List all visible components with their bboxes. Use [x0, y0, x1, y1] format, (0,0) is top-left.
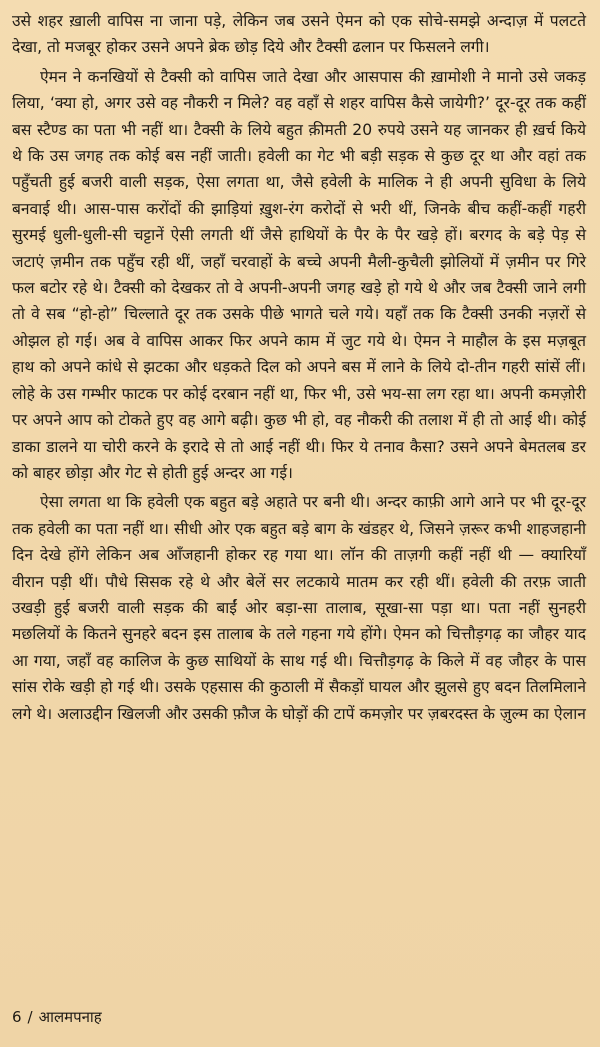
page-footer: [12, 1007, 102, 1027]
book-title: आलमपनाह: [38, 1008, 102, 1026]
paragraph-2: ऐमन ने कनखियों से टैक्सी को वापिस जाते देखा और आसपास की ख़ामोशी ने मानो उसे जकड़ लिया, ‘क्या हो, अगर उसे वह नौकरी न मिले? वह वहाँ से शहर वापिस कैसे जायेगी?’ दूर-दूर तक कहीं बस स्टैण्ड का पता भी नहीं था। टैक्सी के लिये बहुत क़ीमती 20 रुपये उसने यह जानकर ही ख़र्च किये थे कि उस जगह तक कोई बस नहीं जाती। हवेली का गेट भी बड़ी सड़क से कुछ दूर था और वहां तक पहुँचती हुई बजरी वाली सड़क, ऐसा लगता था, जैसे हवेली के मालिक ने ही अपनी सुविधा के लिये बनवाई थी। आस-पास करोंदों की झाड़ियां ख़ुश-रंग करोदों से भरी थीं, जिनके बीच कहीं-कहीं गहरी सुरमई धुली-धुली-सी चट्टानें ऐसी लगती थीं जैसे हाथियों के पैर के पैर खड़े हों। बरगद के बड़े पेड़ से जटाएं ज़मीन तक पहुँच रही थीं, जहाँ चरवाहों के बच्चे अपनी मैली-कुचैली झोलियों में ज़मीन पर गिरे फल बटोर रहे थे। टैक्सी को देखकर तो वे अपनी-अपनी जगह खड़े हो गये थे और जब टैक्सी जाने लगी तो वे सब “हो-हो” चिल्लाते दूर तक उसके पीछे भागते चले गये। यहाँ तक कि टैक्सी उनकी नज़रों से ओझल हो गई। अब वे वापिस आकर फिर अपने काम में जुट गये थे। ऐमन ने माहौल के इस मज़बूत हाथ को अपने कांधे से झटका और धड़कते दिल को अपने बस में लाने के लिये दो-तीन गहरी सांसें लीं। लोहे के उस गम्भीर फाटक पर कोई दरबान नहीं था, फिर भी, उसे भय-सा लग रहा था। अपनी कमज़ोरी पर अपने आप को टोकते हुए वह आगे बढ़ी। कुछ भी हो, वह नौकरी की तलाश में ही तो आई थी। कोई डाका डालने या चोरी करने के इरादे से तो आई नहीं थी। फिर ये तनाव कैसा? उसने अपने बेमतलब डर को बाहर छोड़ा और गेट से होती हुई अन्दर आ गई।: [12, 67, 586, 482]
page-number: 6: [12, 1008, 22, 1026]
paragraph-continuation: उसे शहर ख़ाली वापिस ना जाना पड़े, लेकिन जब उसने ऐमन को एक सोचे-समझे अन्दाज़ में पलटते देखा, तो मजबूर होकर उसने अपने ब्रेक छोड़ दिये और टैक्सी ढलान पर फिसलने लगी।: [12, 12, 586, 57]
footer-separator: /: [27, 1008, 33, 1026]
paragraph-3: ऐसा लगता था कि हवेली एक बहुत बड़े अहाते पर बनी थी। अन्दर काफ़ी आगे आने पर भी दूर-दूर तक हवेली का पता नहीं था। सीधी ओर एक बहुत बड़े बाग के खंडहर थे, जिसने ज़रूर कभी शाहजहानी दिन देखे होंगे लेकिन अब आँजहानी होकर रह गया था। लॉन की ताज़गी कहीं नहीं थी — क्यारियाँ वीरान पड़ी थीं। पौधे सिसक रहे थे और बेलें सर लटकाये मातम कर रही थीं। हवेली की तरफ़ जाती उखड़ी हुई बजरी वाली सड़क की बाईं ओर बड़ा-सा तालाब, सूखा-सा पड़ा था। पता नहीं सुनहरी मछलियों के कितने सुनहरे बदन इस तालाब के तले गहना गये होंगे। ऐमन को चित्तौड़गढ़ का जौहर याद आ गया, जहाँ वह कालिज के कुछ साथियों के साथ गई थी। चित्तौड़गढ़ के किले में वह जौहर के पास सांस रोके खड़ी हो गई थी। उसके एहसास की कुठाली में सैकड़ों घायल और झुलसे हुए बदन तिलमिलाने लगे थे। अलाउद्दीन खिलजी और उसकी फ़ौज के घोड़ों की टापें कमज़ोर पर ज़बरदस्त के ज़ुल्म का ऐलान: [12, 493, 586, 723]
